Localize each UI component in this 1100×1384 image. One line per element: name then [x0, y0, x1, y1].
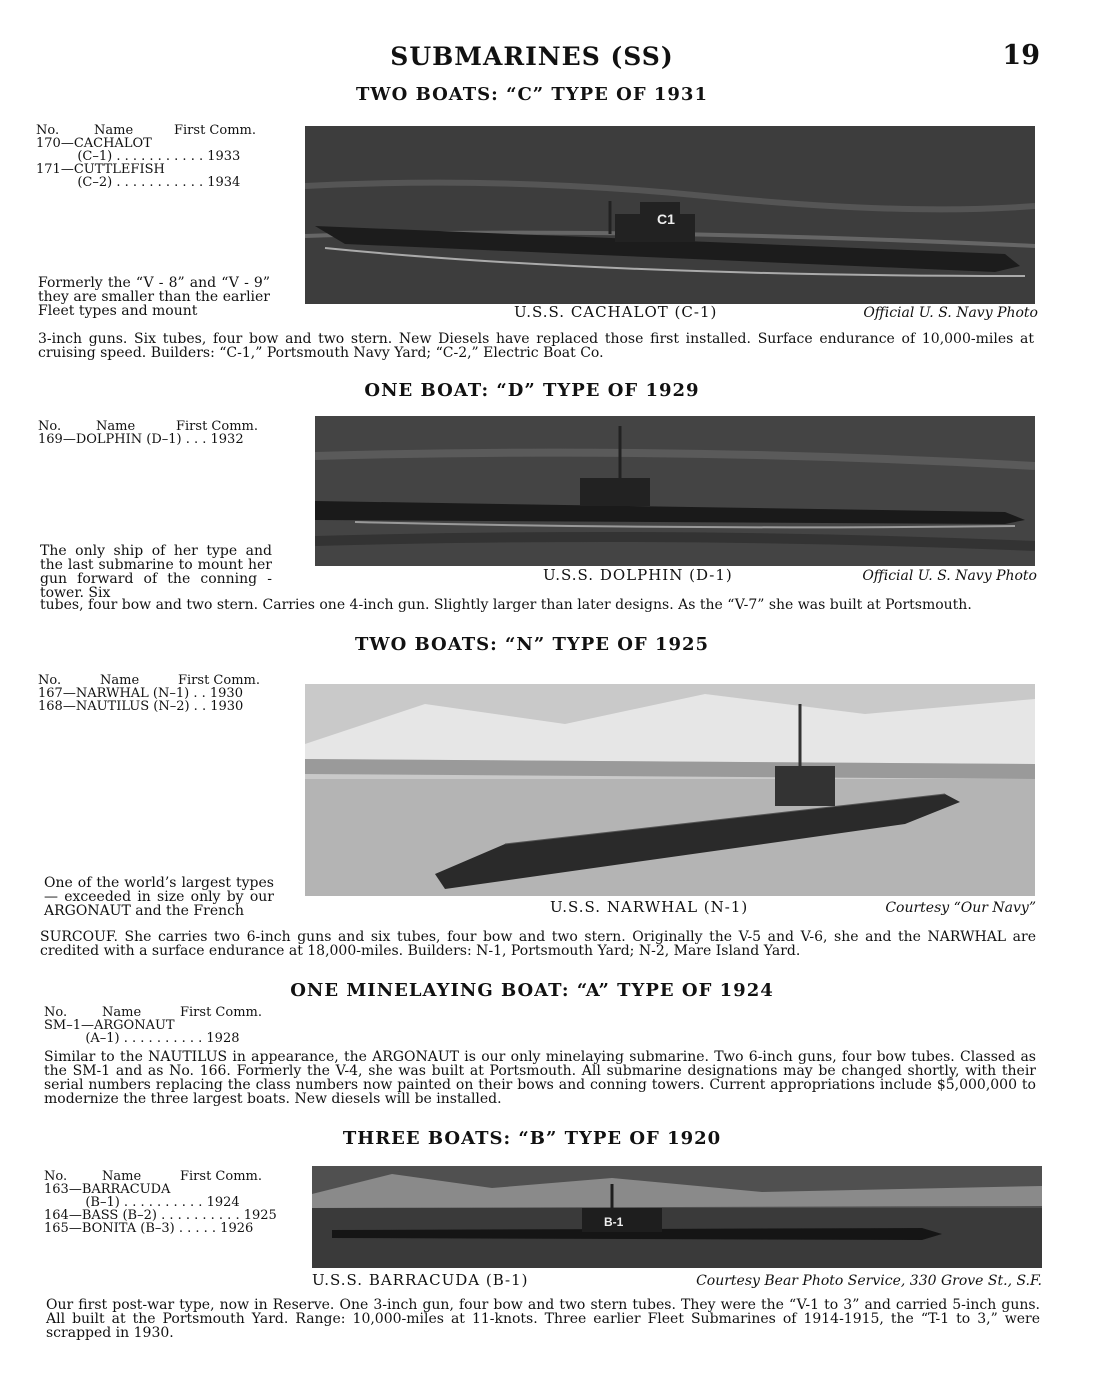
table-row: (B–1) . . . . . . . . . . 1924 [44, 1195, 240, 1210]
section-heading-c: TWO BOATS: “C” TYPE OF 1931 [356, 84, 708, 105]
boat-table-b [44, 1170, 284, 1235]
table-row: 170—CACHALOT [36, 136, 152, 151]
photo-dolphin [315, 416, 1035, 566]
table-row: 165—BONITA (B–3) . . . . . 1926 [44, 1221, 254, 1236]
side-text-c: Formerly the “V - 8” and “V - 9” they are smaller than the earlier Fleet types and mount [38, 275, 270, 319]
side-text-d: The only ship of her type and the last submarine to mount her gun forward of the conning - tower. Six [40, 543, 272, 601]
table-header: No. Name First Comm. [38, 673, 260, 688]
boat-table-a [44, 1006, 284, 1045]
boat-table-n [38, 674, 278, 713]
boat-table-c [36, 124, 272, 189]
section-heading-n: TWO BOATS: “N” TYPE OF 1925 [354, 634, 710, 655]
caption-barracuda: U.S.S. BARRACUDA (B-1) Courtesy Bear Photo Service, 330 Grove St., S.F. [312, 1271, 1042, 1289]
caption-cachalot: U.S.S. CACHALOT (C-1) Official U. S. Navy Photo [514, 303, 1038, 321]
submarine-image [315, 416, 1035, 566]
table-row: 168—NAUTILUS (N–2) . . 1930 [38, 699, 244, 714]
table-header: No. Name First Comm. [38, 419, 258, 434]
body-text-b: Our first post-war type, now in Reserve. One 3-inch gun, four bow and two stern tubes. They were the “V-1 to 3” and carried 5-inch guns. All built at the Portsmouth Yard. Range: 10,000-miles at 11-knots. Three earlier Fleet Submarines of 1914-1915, the “T-1 to 3,” were scrapped in 1930. [46, 1297, 1040, 1341]
table-row: SM–1—ARGONAUT [44, 1018, 175, 1033]
section-heading-a: ONE MINELAYING BOAT: “A” TYPE OF 1924 [290, 980, 774, 1001]
table-row: 163—BARRACUDA [44, 1182, 171, 1197]
caption-dolphin: U.S.S. DOLPHIN (D-1) Official U. S. Navy Photo [543, 566, 1037, 584]
svg-text:C1: C1 [657, 211, 675, 227]
submarine-image [312, 1166, 1042, 1268]
submarine-image [305, 684, 1035, 896]
table-row: 171—CUTTLEFISH [36, 162, 165, 177]
body-text-d: tubes, four bow and two stern. Carries one 4-inch gun. Slightly larger than later designs. As the “V-7” she was built at Portsmouth. [40, 597, 972, 613]
body-text-c: 3-inch guns. Six tubes, four bow and two stern. New Diesels have replaced those first installed. Surface endurance of 10,000-miles at cruising speed. Builders: “C-1,” Portsmouth Navy Yard; “C-2,” Electric Boat Co. [38, 331, 1034, 361]
page-title: SUBMARINES (SS) [390, 42, 674, 71]
photo-barracuda [312, 1166, 1042, 1268]
table-row: (A–1) . . . . . . . . . . 1928 [44, 1031, 240, 1046]
table-row: (C–2) . . . . . . . . . . . 1934 [36, 175, 241, 190]
table-header: No. Name First Comm. [44, 1005, 262, 1020]
svg-text:B-1: B-1 [604, 1215, 624, 1229]
table-row: 169—DOLPHIN (D–1) . . . 1932 [38, 432, 244, 447]
section-heading-b: THREE BOATS: “B” TYPE OF 1920 [342, 1128, 722, 1149]
table-row: 164—BASS (B–2) . . . . . . . . . . 1925 [44, 1208, 277, 1223]
caption-narwhal: U.S.S. NARWHAL (N-1) Courtesy “Our Navy” [550, 898, 1036, 916]
submarine-image [305, 126, 1035, 304]
boat-table-d [38, 420, 274, 446]
page-number: 19 [1002, 40, 1040, 71]
side-text-n: One of the world’s largest types — exceeded in size only by our ARGONAUT and the French [44, 875, 274, 919]
table-header: No. Name First Comm. [36, 123, 256, 138]
body-text-a: Similar to the NAUTILUS in appearance, the ARGONAUT is our only minelaying submarine. Two 6-inch guns, four bow tubes. Classed as the SM-1 and as No. 166. Formerly the V-4, she was built at Portsmouth. All submarine designations may be changed shortly, with their serial numbers replacing the class numbers now painted on their bows and conning towers. Current appropriations include $5,000,000 to modernize the three largest boats. New diesels will be installed. [44, 1049, 1036, 1107]
photo-cachalot [305, 126, 1035, 304]
photo-narwhal [305, 684, 1035, 896]
table-row: 167—NARWHAL (N–1) . . 1930 [38, 686, 243, 701]
body-text-n: SURCOUF. She carries two 6-inch guns and six tubes, four bow and two stern. Originally the V-5 and V-6, she and the NARWHAL are credited with a surface endurance at 18,000-miles. Builders: N-1, Portsmouth Yard; N-2, Mare Island Yard. [40, 929, 1036, 959]
section-heading-d: ONE BOAT: “D” TYPE OF 1929 [364, 380, 700, 401]
table-header: No. Name First Comm. [44, 1169, 262, 1184]
table-row: (C–1) . . . . . . . . . . . 1933 [36, 149, 241, 164]
